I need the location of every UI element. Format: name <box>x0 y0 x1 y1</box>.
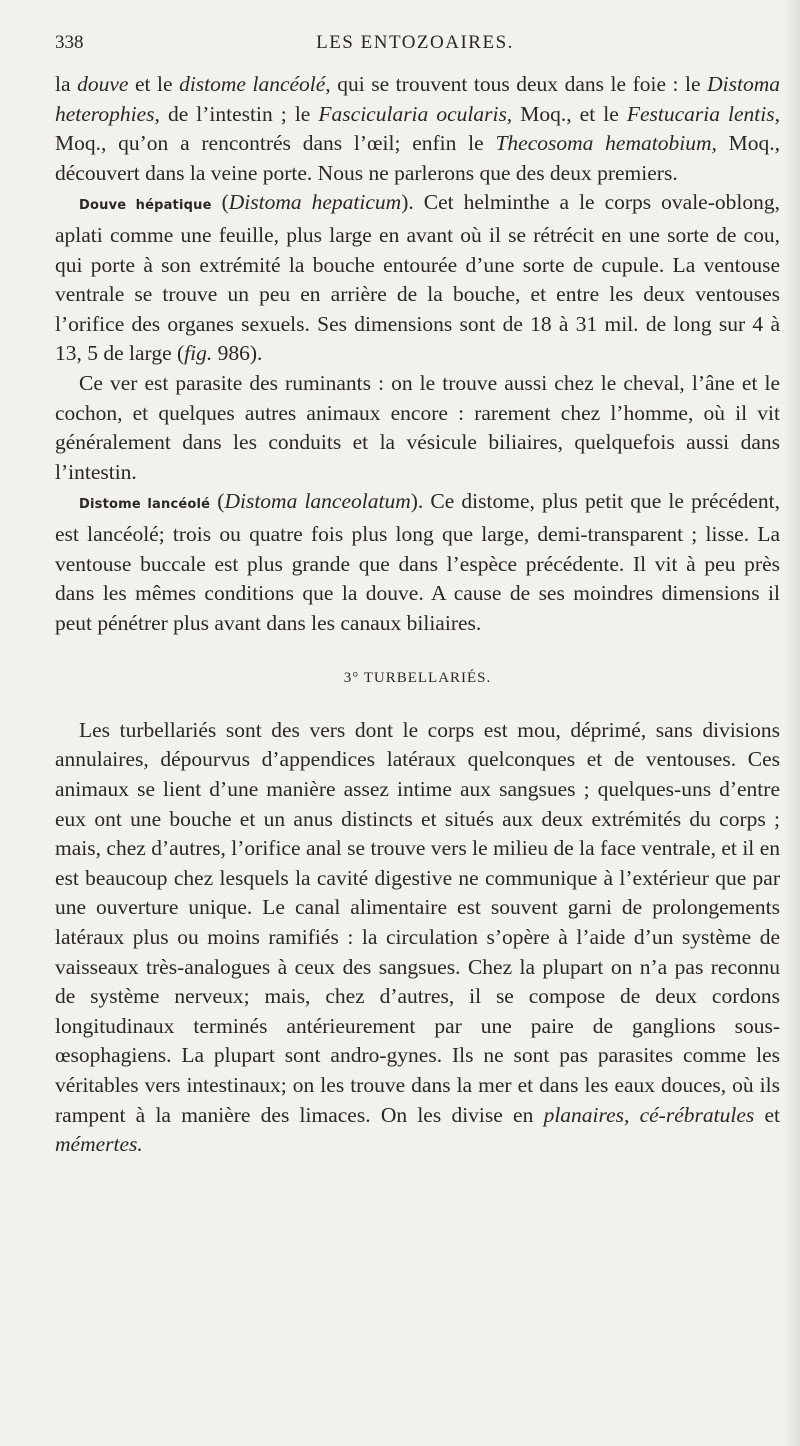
paragraph-parasite: Ce ver est parasite des ruminants : on le trouve aussi chez le cheval, l’âne et le cochon, et quelques autres animaux encore : rarement chez l’homme, où il vit généralement dans les conduits et la vésicule biliaires, quelquefois aussi dans l’intestin. <box>55 370 780 484</box>
paragraph-distome-lanceole: Distome lancéolé (Distoma lanceolatum). Ce distome, plus petit que le précédent, est lancéolé; trois ou quatre fois plus long que large, demi-transparent ; lisse. La ventouse buccale est plus grande que dans l’espèce précédente. Il vit à peu près dans les mêmes conditions que la douve. A cause de ses moindres dimensions il peut pénétrer plus avant dans les canaux biliaires. <box>55 489 780 635</box>
body-text <box>55 70 780 1160</box>
page-number: 338 <box>55 32 84 53</box>
paragraph-douve-hepatique: Douve hépatique (Distoma hepaticum). Cet helminthe a le corps ovale-oblong, aplati comme une feuille, plus large en avant où il se rétrécit en une sorte de cou, qui porte à son extrémité la bouche entourée d’une sorte de cupule. La ventouse ventrale se trouve un peu en arrière de la bouche, et entre les deux ventouses l’orifice des organes sexuels. Ses dimensions sont de 18 à 31 mil. de long sur 4 à 13, 5 de large (fig. 986). <box>55 190 780 366</box>
section-heading-turbellaries: 3° TURBELLARIÉS. <box>343 670 492 687</box>
paragraph-continuation: la douve et le distome lancéolé, qui se trouvent tous deux dans le foie : le Distoma heterophies, de l’intestin ; le Fascicularia ocularis, Moq., et le Festucaria lentis, Moq., qu’on a rencontrés dans l’œil; enfin le Thecosoma hematobium, Moq., découvert dans la veine porte. Nous ne parlerons que des deux premiers. <box>55 72 780 185</box>
run-in-heading-douve: Douve hépatique <box>79 198 212 214</box>
running-title: LES ENTOZOAIRES. <box>316 32 514 53</box>
running-head <box>55 32 775 58</box>
run-in-heading-distome: Distome lancéolé <box>79 497 211 513</box>
page-edge-shadow <box>784 0 800 1446</box>
paragraph-turbellaries: Les turbellariés sont des vers dont le corps est mou, déprimé, sans divisions annulaires, dépourvus d’appendices latéraux quelconques et de ventouses. Ces animaux se lient d’une manière assez intime aux sangsues ; quelques-uns d’entre eux ont une bouche et un anus distincts et situés aux deux extrémités du corps ; mais, chez d’autres, l’orifice anal se trouve vers le milieu de la face ventrale, et il en est beaucoup chez lesquels la cavité digestive ne communique à l’extérieur que par une ouverture unique. Le canal alimentaire est souvent garni de prolongements latéraux plus ou moins ramifiés : la circulation s’opère à l’aide d’un système de vaisseaux très-analogues à ceux des sangsues. Chez la plupart on n’a pas reconnu de système nerveux; mais, chez d’autres, il se compose de deux cordons longitudinaux terminés antérieurement par une paire de ganglions sous-œsophagiens. La plupart sont andro-gynes. Ils ne sont pas parasites comme les véritables vers intestinaux; on les trouve dans la mer et dans les eaux douces, où ils rampent à la manière des limaces. On les divise en planaires, cé-rébratules et mémertes. <box>55 717 780 1157</box>
